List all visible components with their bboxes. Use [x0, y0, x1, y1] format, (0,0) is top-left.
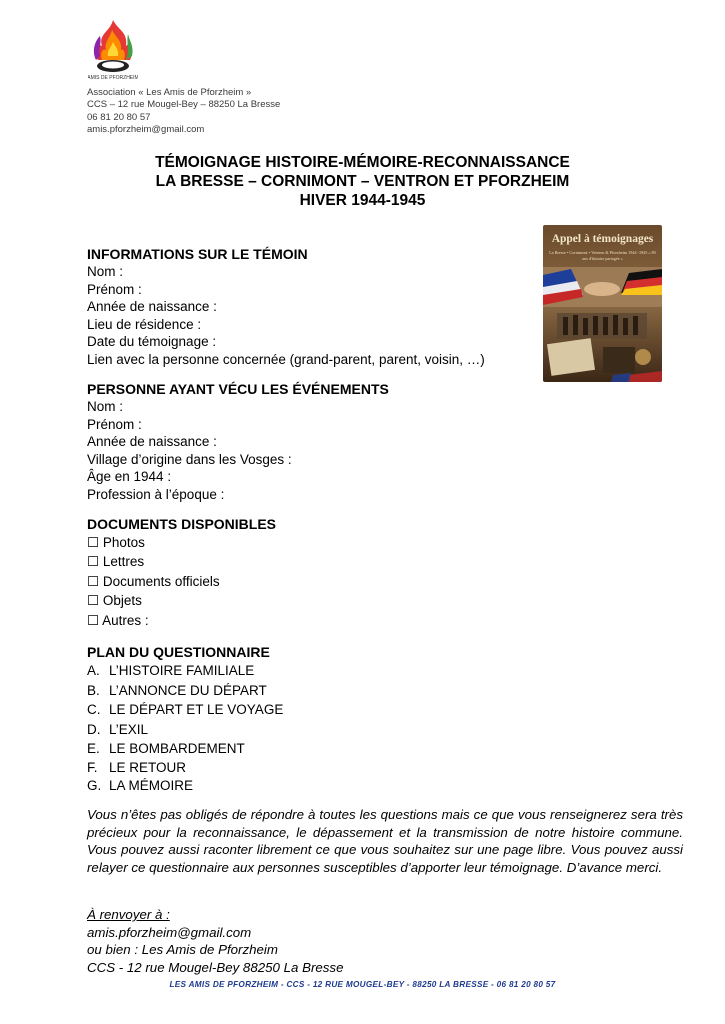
return-label: À renvoyer à : [87, 907, 170, 922]
document-item[interactable] [87, 533, 276, 552]
title-line-3: HIVER 1944-1945 [299, 192, 426, 209]
document-item[interactable] [87, 552, 276, 571]
plan-item [87, 739, 283, 759]
checkbox-icon[interactable]: ☐ [87, 612, 100, 628]
flame-logo-icon [88, 16, 138, 82]
document-label-objets: Objets [102, 593, 142, 609]
cover-illustration [543, 225, 662, 382]
association-email: amis.pforzheim@gmail.com [87, 123, 205, 135]
document-item[interactable] [87, 591, 276, 610]
plan-item [87, 700, 283, 720]
witness-field-date: Date du témoignage : [87, 334, 217, 350]
plan-item [87, 661, 283, 681]
plan-item [87, 759, 283, 777]
association-street: CCS – 12 rue Mougel-Bey – 88250 La Bresse [87, 99, 281, 111]
person-field-birth-year: Année de naissance : [87, 434, 217, 450]
plan-text: LA MÉMOIRE [109, 777, 194, 793]
document-label-photos: Photos [102, 535, 145, 550]
return-email[interactable]: amis.pforzheim@gmail.com [87, 924, 252, 940]
plan-text: LE BOMBARDEMENT [109, 741, 245, 757]
plan-text: LE DÉPART ET LE VOYAGE [109, 702, 284, 718]
plan-text: L’HISTOIRE FAMILIALE [109, 663, 255, 678]
plan-item [87, 777, 283, 795]
person-field-profession: Profession à l’époque : [87, 486, 225, 502]
person-heading: PERSONNE AYANT VÉCU LES ÉVÉNEMENTS [87, 381, 389, 397]
person-field-prenom: Prénom : [87, 416, 142, 432]
plan-letter: A. [87, 663, 100, 678]
document-title [0, 153, 725, 210]
appeal-cover-image [543, 225, 662, 382]
plan-letter: F. [87, 759, 98, 775]
association-address [87, 87, 280, 136]
association-logo [88, 16, 138, 82]
checkbox-icon[interactable]: ☐ [87, 535, 100, 550]
page-footer: LES AMIS DE PFORZHEIM - CCS - 12 RUE MOUGEL-BEY - 88250 LA BRESSE - 06 81 20 80 57 [169, 980, 556, 989]
plan-letter: E. [87, 741, 100, 757]
witness-field-relation: Lien avec la personne concernée (grand-parent, parent, voisin, …) [87, 351, 485, 367]
person-field-age-1944: Âge en 1944 : [87, 469, 172, 485]
witness-field-nom: Nom : [87, 264, 124, 279]
document-item[interactable] [87, 572, 276, 591]
association-phone: 06 81 20 80 57 [87, 111, 151, 123]
title-line-2: LA BRESSE – CORNIMONT – VENTRON ET PFORZHEIM [155, 173, 570, 190]
plan-text: L’EXIL [109, 721, 149, 737]
plan-text: LE RETOUR [109, 759, 187, 775]
plan-letter: D. [87, 721, 101, 737]
association-name: Association « Les Amis de Pforzheim » [87, 87, 252, 98]
checkbox-icon[interactable]: ☐ [87, 573, 100, 589]
witness-section [87, 245, 485, 369]
witness-field-residence: Lieu de résidence : [87, 316, 202, 332]
witness-field-birth-year: Année de naissance : [87, 299, 217, 315]
person-field-village: Village d’origine dans les Vosges : [87, 451, 292, 467]
plan-letter: G. [87, 777, 102, 793]
document-label-autres: Autres : [102, 612, 149, 628]
svg-text:AMIS DE PFORZHEIM: AMIS DE PFORZHEIM [88, 75, 138, 81]
plan-item [87, 720, 283, 740]
plan-item [87, 681, 283, 701]
plan-section [87, 643, 283, 795]
checkbox-icon[interactable]: ☐ [87, 554, 100, 570]
document-item[interactable] [87, 611, 276, 630]
witness-heading: INFORMATIONS SUR LE TÉMOIN [87, 246, 308, 262]
person-field-nom: Nom : [87, 399, 124, 414]
plan-heading: PLAN DU QUESTIONNAIRE [87, 644, 270, 660]
documents-section [87, 515, 276, 630]
return-street: CCS - 12 rue Mougel-Bey 88250 La Bresse [87, 959, 344, 975]
document-label-lettres: Lettres [102, 554, 145, 570]
cover-subtitle: La Bresse • Cornimont • Ventron & Pforzheim 1944 -1945 « 80 ans d'histoire partagée » [549, 250, 656, 261]
document-label-officiels: Documents officiels [102, 573, 220, 589]
plan-text: L’ANNONCE DU DÉPART [109, 682, 267, 698]
title-line-1: TÉMOIGNAGE HISTOIRE-MÉMOIRE-RECONNAISSANCE [155, 154, 570, 171]
person-section [87, 380, 389, 504]
return-address [87, 906, 343, 976]
checkbox-icon[interactable]: ☐ [87, 593, 100, 609]
cover-title: Appel à témoignages [551, 233, 654, 245]
documents-heading: DOCUMENTS DISPONIBLES [87, 516, 277, 532]
plan-letter: C. [87, 702, 101, 718]
instructions-paragraph: Vous n’êtes pas obligés de répondre à toutes les questions mais ce que vous renseignerez sera très précieux pour la reconnaissance, le dépassement et la transmission de notre histoire commune. Vous pouvez aussi raconter librement ce que vous souhaitez sur une page libre. Vous pouvez aussi relayer ce questionnaire aux personnes susceptibles d’apporter leur témoignage. D’avance merci. [87, 807, 683, 876]
witness-field-prenom: Prénom : [87, 281, 142, 297]
return-alt-address: ou bien : Les Amis de Pforzheim [87, 942, 278, 958]
plan-letter: B. [87, 682, 100, 698]
